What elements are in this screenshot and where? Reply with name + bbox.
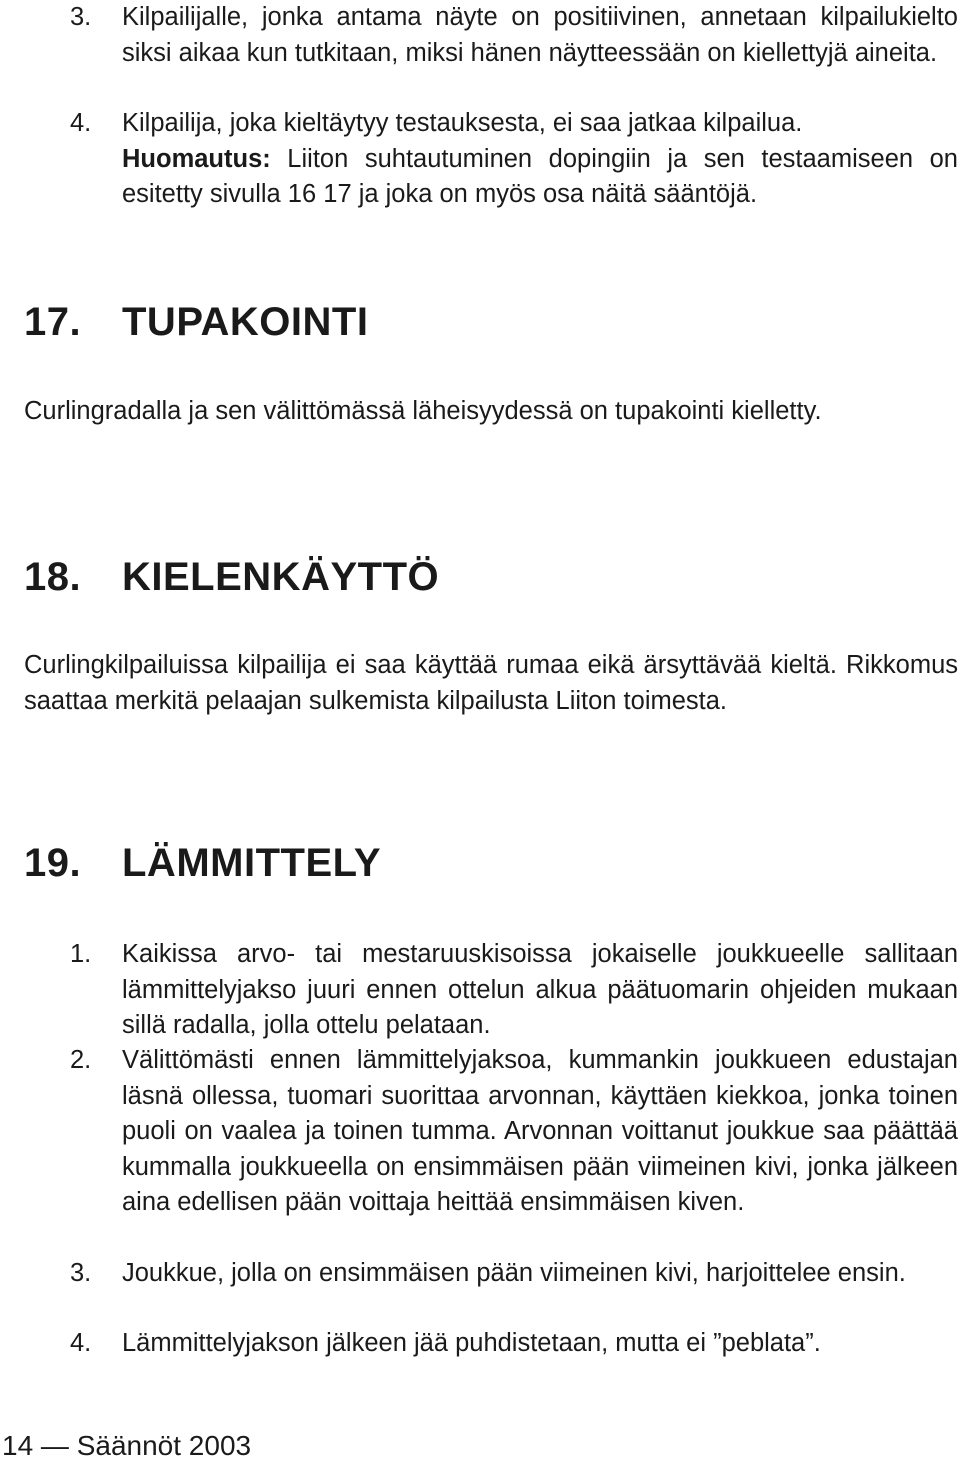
list-number: 3. [70,3,92,31]
list-text-main: Kilpailija, joka kieltäytyy testauksesta, ei saa jatkaa kilpailua. [122,109,803,137]
list-text [122,106,958,213]
doping-item-3 [0,0,958,71]
list-text: Joukkue, jolla on ensimmäisen pään viimeinen kivi, harjoittelee ensin. [122,1259,906,1287]
warmup-item-3 [0,1256,958,1292]
page-footer: 14 — Säännöt 2003 [2,1430,252,1461]
list-text: Välittömästi ennen lämmittelyjaksoa, kummankin joukkueen edustajan läsnä ollessa, tuomari suorittaa arvonnan, käyttäen kiekkoa, jonka toinen puoli on vaalea ja toinen tumma. Arvonnan voittanut joukkue saa päättää kummalla joukkueella on ensimmäisen pään viimeinen kivi, jonka jälkeen aina edellisen pään voittaja heittää ensimmäisen kiven. [122,1046,958,1216]
list-number: 1. [70,940,92,968]
section-17-heading [24,299,368,345]
list-number: 4. [70,109,92,137]
section-18-body: Curlingkilpailuissa kilpailija ei saa käyttää rumaa eikä ärsyttävää kieltä. Rikkomus saattaa merkitä pelaajan sulkemista kilpailusta Liiton toimesta. [24,651,958,715]
list-text: Lämmittelyjakson jälkeen jää puhdistetaan, mutta ei ”peblata”. [122,1329,821,1357]
section-number: 18. [24,555,82,599]
section-17-body: Curlingradalla ja sen välittömässä läheisyydessä on tupakointi kielletty. [24,397,822,425]
list-text: Kaikissa arvo- tai mestaruuskisoissa jokaiselle joukkueelle sallitaan lämmittelyjakso juuri ennen ottelun alkua päätuomarin ohjeiden mukaan sillä radalla, jolla ottelu pelataan. [122,940,958,1039]
list-text: Kilpailijalle, jonka antama näyte on positiivinen, annetaan kilpailukielto siksi aikaa kun tutkitaan, miksi hänen näytteessään on kiellettyjä aineita. [122,3,958,67]
list-number: 2. [70,1046,92,1074]
note-text: Liiton suhtautuminen dopingiin ja sen testaamiseen on esitetty sivulla 16 17 ja joka on myös osa näitä sääntöjä. [122,144,958,208]
section-19-heading [24,840,381,886]
section-number: 17. [24,300,82,344]
section-number: 19. [24,841,82,885]
section-title: LÄMMITTELY [122,841,382,885]
section-18-heading [24,554,439,600]
warmup-item-1 [0,937,958,1044]
list-number: 3. [70,1259,92,1287]
section-title: TUPAKOINTI [122,300,369,344]
note-label: Huomautus: [122,144,271,173]
warmup-item-2 [0,1043,958,1221]
list-number: 4. [70,1329,92,1357]
doping-item-4 [0,106,958,213]
warmup-item-4 [0,1326,958,1362]
section-title: KIELENKÄYTTÖ [122,555,440,599]
